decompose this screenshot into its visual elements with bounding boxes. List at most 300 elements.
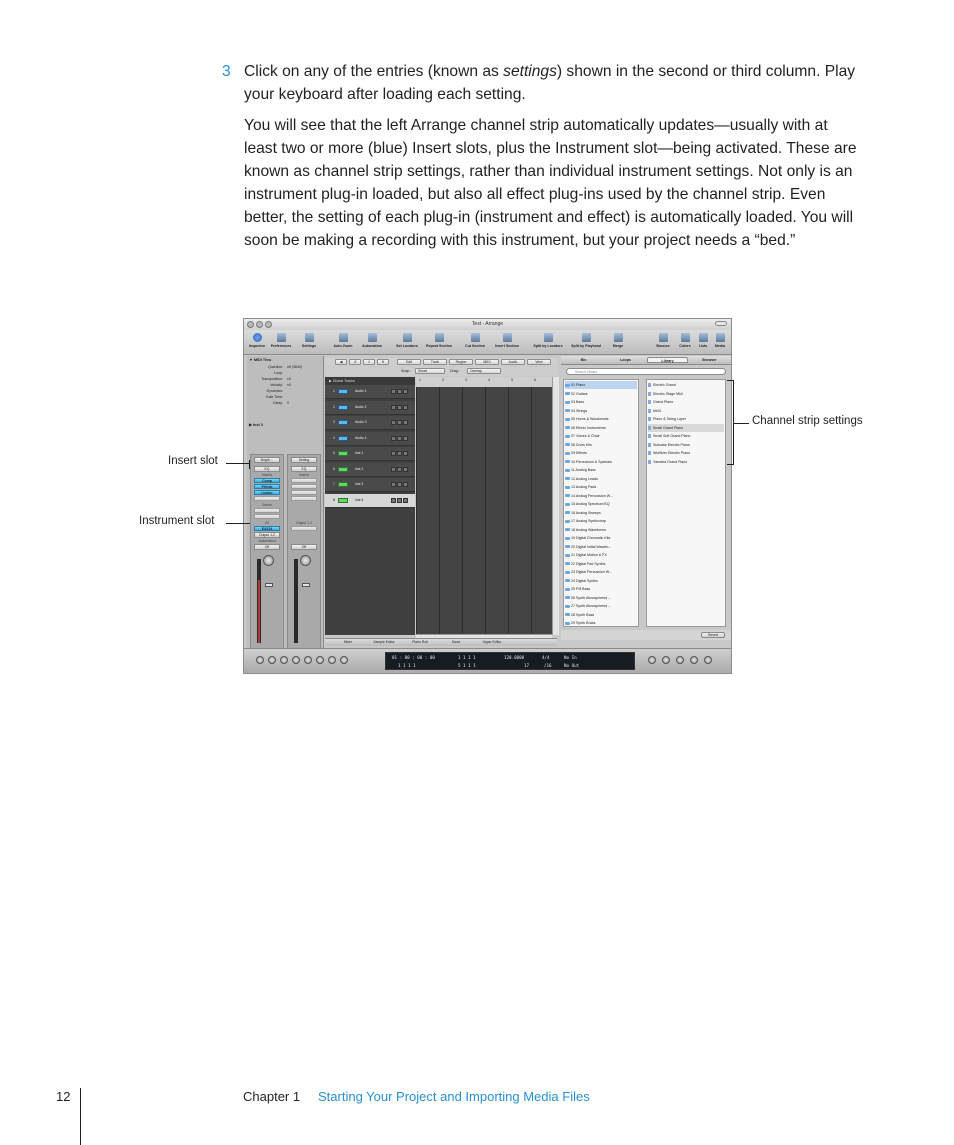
folder-icon [565,545,570,548]
track-buttons [391,498,413,503]
track-name: Inst 4 [355,497,364,502]
toolbar-item [328,333,358,348]
media-tab: Library [647,357,688,363]
param-name: Transposition: [261,377,283,381]
folder-icon [565,494,570,497]
library-settings-column [646,379,726,627]
folder-icon [565,443,570,446]
arrange-menu: Edit [397,359,421,365]
folder-icon [565,452,570,455]
library-category-label: 19 Digital Chromatic Kits [571,536,611,540]
media-tab: Bin [580,358,587,362]
track-row [325,494,415,508]
toolbar-label: Lists [698,344,708,348]
track-buttons [391,436,413,441]
track-row [325,463,415,477]
track-number: 3 [333,420,335,424]
library-footer [561,630,731,640]
arrange-grid [416,377,552,635]
insert-slot-bracket [249,460,250,469]
library-setting-item [648,415,724,423]
folder-icon [565,477,570,480]
track-button [391,420,396,425]
param-value: 0 [287,401,289,405]
toolbar-icon [582,333,591,342]
track-number: 4 [333,435,335,440]
folder-icon [565,460,570,463]
bracket-top [727,380,733,381]
solo-icon [690,656,698,664]
setting-button: Bright ... [254,457,280,463]
toolbar-item [492,333,522,348]
track-number: 5 [333,451,335,455]
library-category-label: 07 Voices & Choir [571,434,600,438]
library-category-item [565,560,637,568]
record-icon [340,656,348,664]
arrange-menu: MIDI [475,359,499,365]
metronome-icon [704,656,712,664]
folder-icon [565,511,570,514]
library-category-item [565,551,637,559]
library-category-item [565,534,637,542]
library-category-label: 26 Synth Atmospheres ... [571,595,612,600]
library-category-label: 04 Strings [571,408,588,413]
param-name: Delay: [273,401,283,405]
automation-label: Automation [258,539,276,543]
library-setting-label: Wurlitzer Electric Piano [653,451,691,455]
insert-slot-empty [291,478,317,483]
folder-icon [565,613,570,616]
track-name: Inst 1 [355,451,364,455]
param-name: Quantize: [268,365,283,369]
page-number: 12 [56,1089,71,1104]
ruler-mark: 4 [488,378,490,382]
track-button [391,482,396,487]
library-setting-item [648,441,724,449]
folder-icon [565,579,570,582]
setting-file-icon [648,426,651,430]
replace-icon [662,656,670,664]
library-setting-label: Piano & String Layer [653,417,686,421]
library-category-item [565,475,637,483]
track-number: 7 [333,482,335,486]
snap-select: Smart [415,368,445,374]
eq-button: EQ [291,466,317,472]
folder-icon [565,392,570,395]
inserts-label: Inserts [298,473,310,477]
param-name: Dynamics: [266,389,283,393]
toolbar-label: Insert Section [495,344,519,348]
toolbar-item [424,333,454,348]
library-category-item [565,458,637,466]
toolbar-label: Media [714,344,726,348]
channel-strip-settings-leader-line [734,423,749,424]
library-category-item [565,500,637,508]
track-button [403,451,408,456]
pan-knob-icon [263,555,274,566]
track-button [397,405,402,410]
window-title: Test - Arrange [471,321,504,327]
transport-display: 01 : 00 : 00 : 00 1 1 1 1 1 1 1 1 5 1 1 1 120.0000 17 4/4 /16 No In No Out [385,652,635,670]
setting-file-icon [648,392,651,396]
cycle-icon [648,656,656,664]
folder-icon [565,486,570,489]
fader-track [294,559,298,643]
library-category-label: 08 Drum Kits [571,442,592,447]
folder-icon [565,588,570,591]
library-setting-item [648,432,724,440]
bar-ruler [416,377,552,387]
editor-tab: Score [451,640,461,644]
media-tabs [561,356,731,365]
editor-tab: Hyper Editor [482,640,502,644]
track-row [325,478,415,492]
insert-slot-empty [291,496,317,501]
toolbar-label: Colors [679,344,691,348]
track-row [325,447,415,461]
insert-slot-3: Limiter [254,490,280,495]
track-button [391,467,396,472]
library-category-label: 22 Digital Pad Synths [571,561,606,566]
transport-bar [244,648,731,674]
param-value: ±0 [287,383,291,387]
library-category-label: 29 Synth Brass [571,621,596,625]
library-category-label: 03 Bass [571,400,584,404]
step-text-after: ) shown in the second or third column. Play your keyboard after loading each setting. [244,63,856,103]
folder-icon [565,426,570,429]
folder-icon [565,562,570,565]
setting-file-icon [648,460,651,464]
inspector-param [249,389,321,394]
library-category-label: 16 Analog Sweeps [571,510,601,515]
toolbar-label: Split by Playhead [571,344,601,348]
media-tab: Loops [620,358,631,362]
toolbar-item [460,333,490,348]
toolbar-toggle-icon [715,321,727,326]
library-category-label: 17 Analog Synthcomp [571,519,606,523]
library-category-item [565,466,637,474]
library-category-column [563,379,639,627]
setting-file-icon [648,417,651,421]
insert-slot-empty [291,484,317,489]
library-category-label: 28 Synth Bass [571,612,595,617]
pan-knob-icon [300,555,311,566]
track-number: 8 [333,497,335,502]
toolbar-label: Split by Locators [533,344,563,348]
toolbar-icon [503,333,512,342]
insert-slot-empty [291,490,317,495]
library-setting-label: Small Grand Piano [653,425,684,430]
go-to-end-icon [268,656,276,664]
library-setting-item [648,424,724,432]
level-meter [258,580,260,643]
library-category-label: 11 Analog Bass [571,468,596,472]
toolbar-icon [614,333,623,342]
track-button [391,451,396,456]
region-header: ▼ MIDI Thru [249,358,272,362]
toolbar-label: Automation [362,344,382,348]
track-button [403,389,408,394]
track-button [403,405,408,410]
arrange-tool-icon: H [377,359,389,365]
global-tracks-row [325,377,415,385]
toolbar [244,330,731,355]
ruler-mark: 6 [534,378,536,382]
tuner-icon [676,656,684,664]
param-value: ±0 [287,377,291,381]
instrument-track-icon [338,498,348,503]
library-category-label: 15 Analog Spectrum/SQ [571,502,610,506]
insert-slot-callout: Insert slot [168,455,218,467]
insert-slot-2: PtVerb [254,484,280,489]
toolbar-icon [253,333,262,342]
instrument-slot-callout: Instrument slot [139,515,215,527]
library-category-item [565,390,637,398]
arrange-menu: Region [449,359,473,365]
library-setting-item [648,398,724,406]
library-search-field: Search Library [566,368,726,375]
audio-track-icon [338,436,348,441]
library-setting-label: MkIII [653,408,661,413]
inspector [247,356,324,670]
track-button [397,436,402,441]
folder-icon [565,571,570,574]
library-category-label: 23 Digital Percussion W... [571,570,612,574]
track-button [403,467,408,472]
library-category-label: 13 Analog Pads [571,485,597,489]
toolbar-item [603,333,633,348]
folder-icon [565,435,570,438]
library-category-item [565,415,637,423]
automation-button: Off [254,544,280,550]
eq-button: EQ [254,466,280,472]
library-category-item [565,568,637,576]
library-category-label: 25 FM Bass [571,587,591,591]
library-setting-item [648,458,724,466]
step-text-italic: settings [503,63,557,80]
library-setting-item [648,449,724,457]
track-name: Inst 3 [355,482,364,486]
pause-icon [328,656,336,664]
play-icon [316,656,324,664]
toolbar-icon [305,333,314,342]
library-category-item [565,407,637,415]
track-name: Inst 2 [355,466,364,471]
arrange-menu: Audio [501,359,525,365]
library-category-item [565,449,637,457]
library-category-label: 01 Piano [571,383,586,387]
library-category-item [565,585,637,593]
toolbar-item [294,333,324,348]
ruler-mark: 3 [465,378,467,382]
toolbar-label: Settings [301,344,317,348]
arrange-tool-icon: ◀ [335,359,347,365]
library-category-item [565,398,637,406]
library-category-item [565,577,637,585]
editor-tab: Mixer [343,640,353,644]
toolbar-icon [544,333,553,342]
folder-icon [565,554,570,557]
setting-file-icon [648,451,651,455]
step-number: 3 [222,63,231,80]
track-number: 2 [333,404,335,409]
track-buttons [391,389,413,394]
library-category-label: 20 Digital Initial Wavefo... [571,544,612,549]
insert-slot-leader-line [226,463,250,464]
track-button [403,498,408,503]
library-category-item [565,492,637,500]
revert-button: Revert [701,632,725,638]
track-number: 6 [333,466,335,471]
stop-icon [304,656,312,664]
io-label: I/O [264,521,270,525]
drag-label: Drag: [450,369,459,373]
setting-file-icon [648,400,651,404]
fast-forward-icon [292,656,300,664]
library-setting-item [648,381,724,389]
step-paragraph [244,60,864,106]
go-to-start-icon [256,656,264,664]
library-category-item [565,602,637,610]
output-label: Output 1-2 [295,521,313,525]
param-name: Loop: [274,371,283,375]
step-text-before: Click on any of the entries (known as [244,63,504,80]
folder-icon [565,605,570,608]
media-tab: Browser [702,358,717,362]
library-category-label: 24 Digital Synths [571,578,598,583]
instrument-track-icon [338,467,348,472]
fader-cap [265,583,273,587]
folder-icon [565,503,570,506]
setting-file-icon [648,409,651,413]
send-slot-1 [254,508,280,513]
chapter-label: Chapter 1 [243,1089,301,1104]
output-button: Output 1-2 [254,532,280,538]
editor-tabs [325,638,557,646]
toolbar-item [571,333,601,348]
library-category-label: 27 Synth Atmospheres ... [571,604,612,608]
toolbar-icon [277,333,286,342]
ruler-mark: 5 [511,378,513,382]
snap-drag-bar [325,367,557,376]
library-category-label: 10 Percussion & Specials [571,459,612,464]
logic-arrange-window-screenshot [243,318,732,674]
inspector-param [249,395,321,400]
sends-label: Sends [262,503,272,507]
toolbar-icon [403,333,412,342]
track-name: Audio 3 [355,420,367,424]
track-row [325,385,415,399]
track-list [325,385,415,635]
track-buttons [391,467,413,472]
audio-track-icon [338,405,348,410]
folder-icon [565,384,570,387]
track-button [397,467,402,472]
editor-tab: Sample Editor [373,640,395,644]
inspector-param [249,383,321,388]
track-button [397,389,402,394]
toolbar-label: Auto Zoom [333,344,353,348]
library-category-label: 06 Ethnic Instruments [571,425,606,430]
toolbar-icon [339,333,348,342]
library-category-item [565,517,637,525]
rewind-icon [280,656,288,664]
track-button [391,498,396,503]
instrument-track-icon [338,451,348,456]
library-setting-label: Suitcase Electric Piano [653,442,690,447]
ruler-mark: 2 [442,378,444,382]
vertical-scrollbar [552,377,559,635]
toolbar-item [357,333,387,348]
toolbar-label: Cut Section [465,344,485,348]
track-number: 1 [333,389,335,393]
library-category-label: 14 Analog Percussion W... [571,493,613,498]
arrange-tool-icon: ⇧ [363,359,375,365]
folder-icon [565,622,570,625]
library-category-item [565,509,637,517]
audio-track-icon [338,420,348,425]
toolbar-label: Set Locators [396,344,418,348]
track-button [397,482,402,487]
track-name: Audio 1 [355,389,367,393]
library-setting-label: Yamaha Grand Piano [653,459,688,464]
track-buttons [391,482,413,487]
setting-button: Setting [291,457,317,463]
audio-track-icon [338,389,348,394]
track-name: Audio 2 [355,404,367,409]
instrument-slot: EXS24 [254,526,280,531]
folder-icon [565,418,570,421]
library-setting-item [648,390,724,398]
arrange-menu: Track [423,359,447,365]
setting-file-icon [648,383,651,387]
automation-button: Off [291,544,317,550]
toolbar-item [266,333,296,348]
library-category-item [565,543,637,551]
track-row [325,432,415,446]
track-row [325,401,415,415]
channel-strip-right [287,454,321,668]
global-tracks-label: ▶ Global Tracks [329,379,355,383]
track-button [397,498,402,503]
track-button [403,420,408,425]
footer-rule [80,1088,81,1145]
folder-icon [565,528,570,531]
folder-icon [565,520,570,523]
library-category-label: 18 Analog Waveforms [571,527,607,532]
setting-file-icon [648,434,651,438]
snap-label: Snap: [401,369,411,373]
library-category-item [565,381,637,389]
channel-strip-settings-callout: Channel strip settings [752,415,863,427]
library-category-item [565,594,637,602]
toolbar-item [705,333,732,348]
io-slot-empty [291,526,317,531]
folder-icon [565,401,570,404]
toolbar-icon [471,333,480,342]
toolbar-label: Merge [612,344,624,348]
library-category-item [565,432,637,440]
insert-slot-empty [254,496,280,501]
track-button [391,405,396,410]
toolbar-label: Bounce [656,344,670,348]
send-slot-2 [254,514,280,519]
folder-icon [565,596,570,599]
library-category-item [565,441,637,449]
track-button [391,389,396,394]
library-category-item [565,611,637,619]
setting-file-icon [648,443,651,447]
